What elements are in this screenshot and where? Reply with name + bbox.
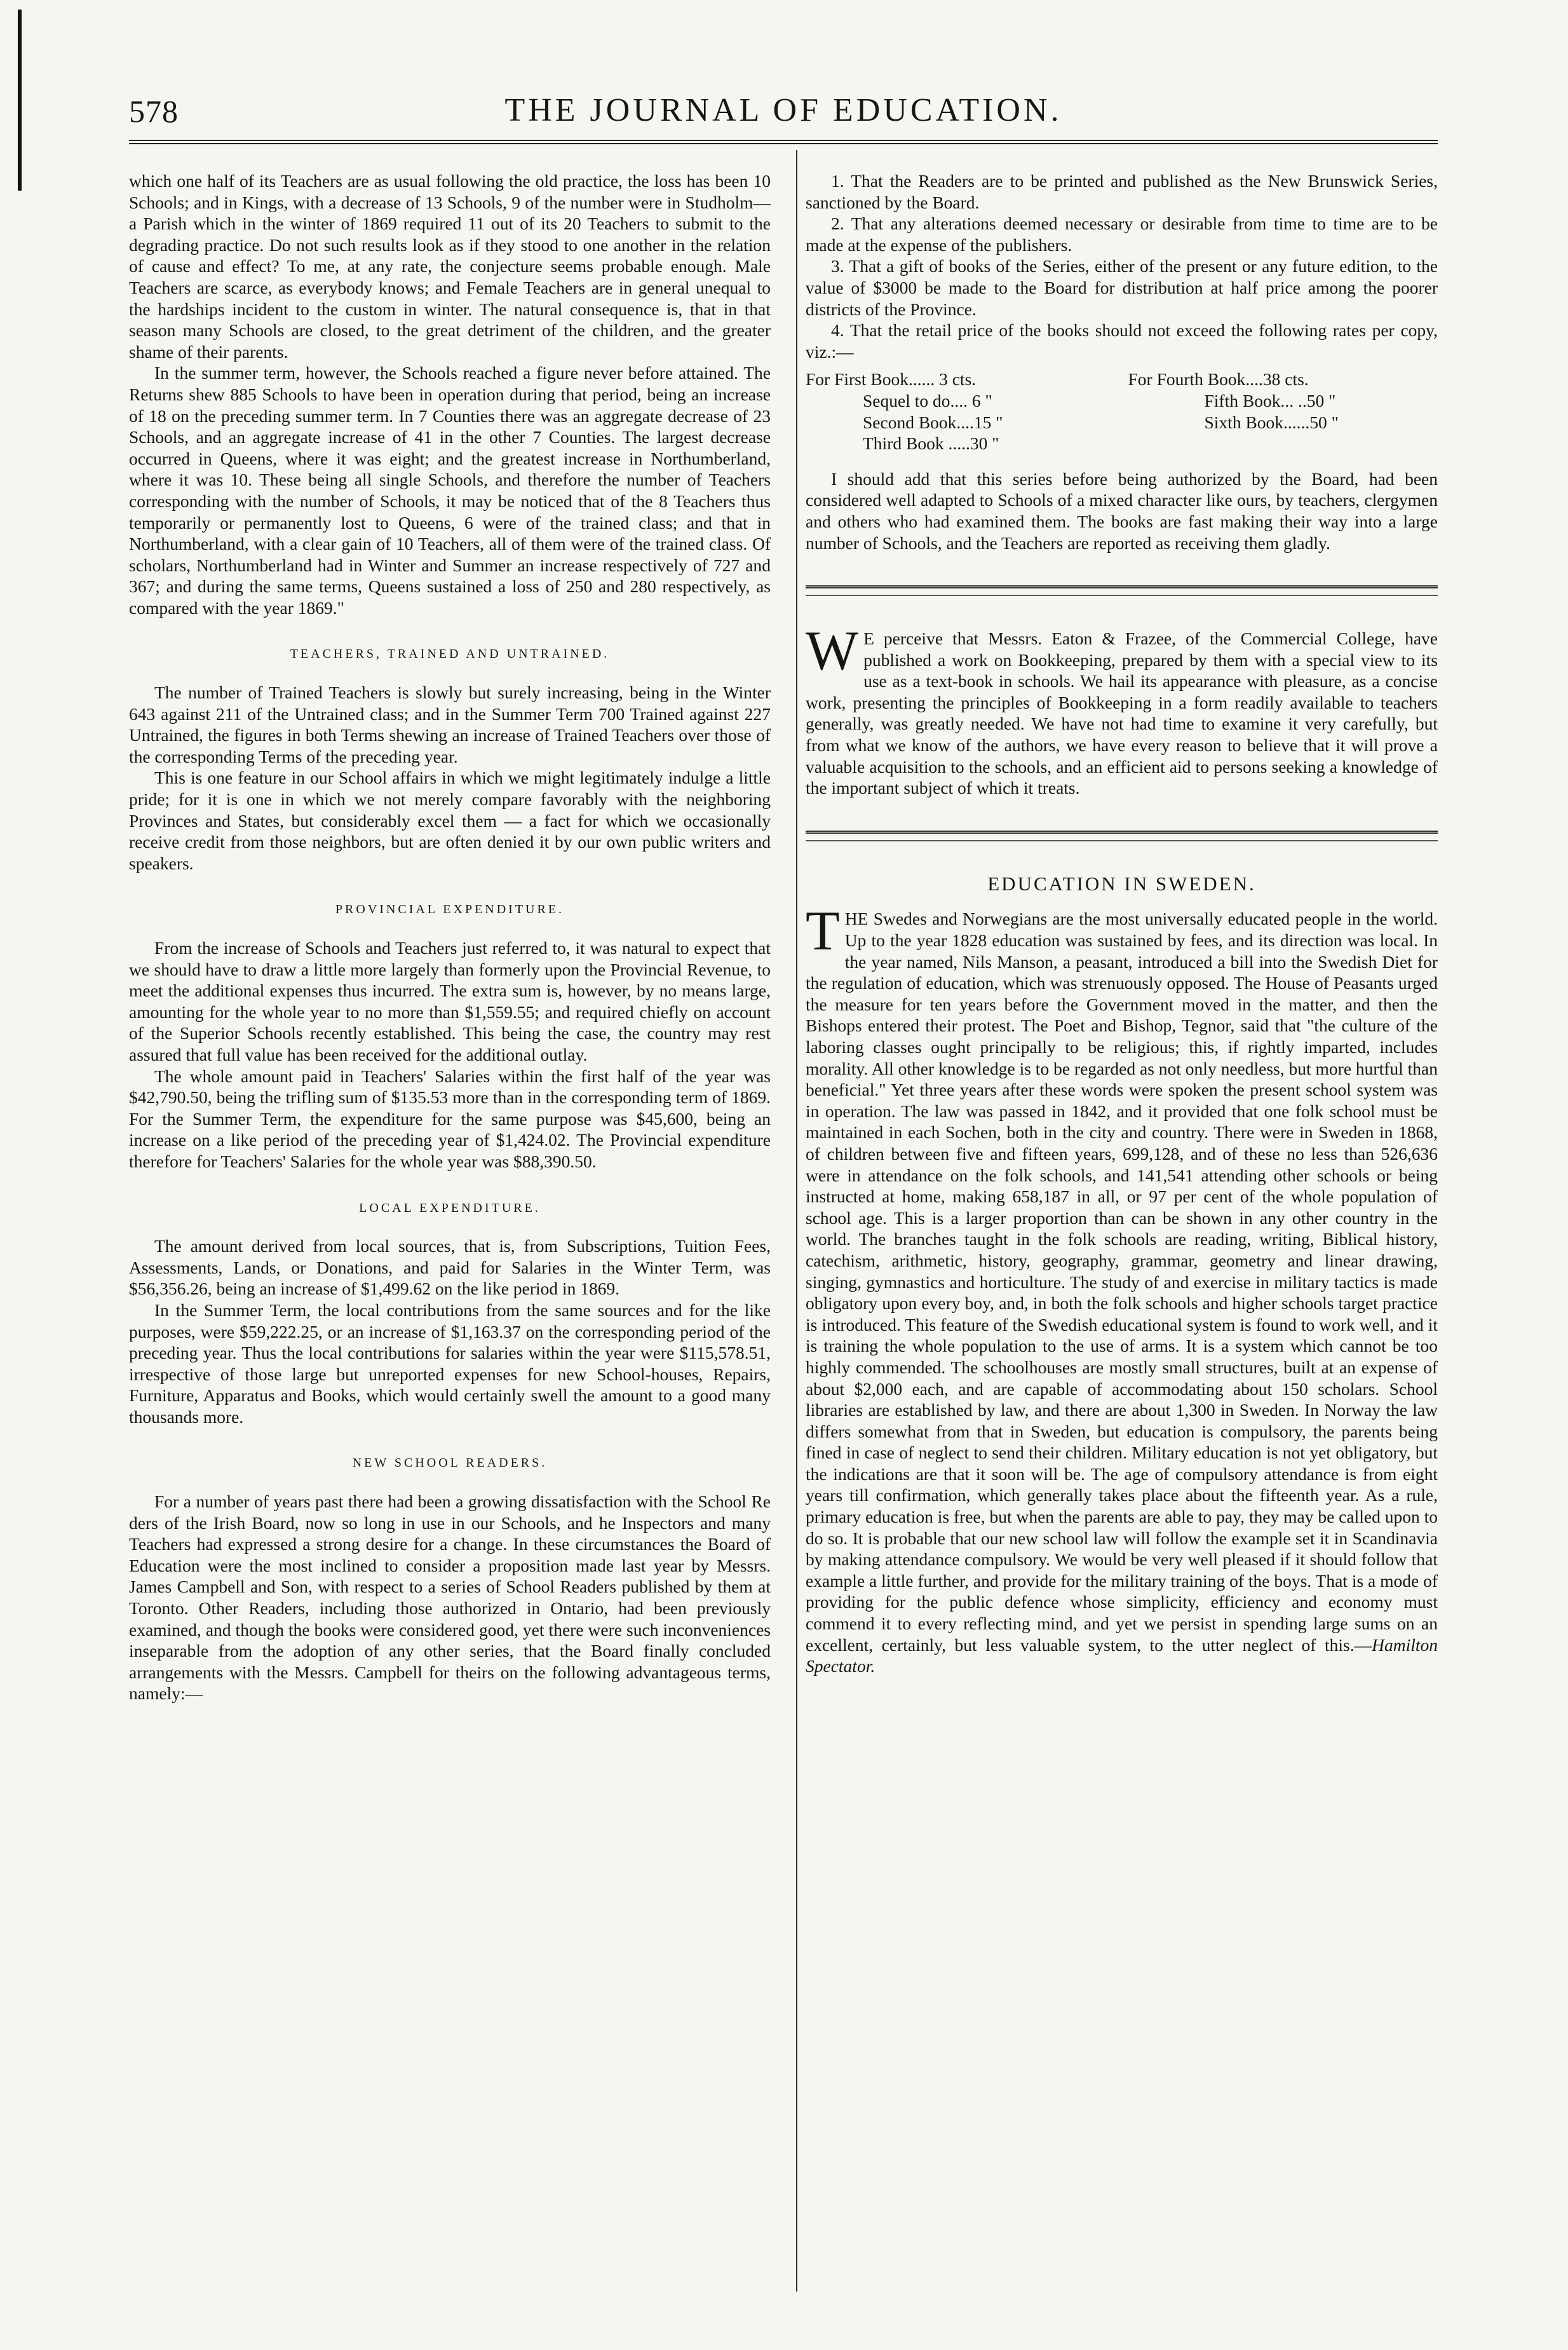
page-number: 578 xyxy=(129,93,179,129)
header-rule xyxy=(129,140,1438,144)
rate-entry: For Fourth Book....38 cts. xyxy=(1128,369,1309,390)
term-item: 1. That the Readers are to be printed and published as the New Brunswick Series, sanctioned by the Board. xyxy=(806,171,1438,212)
term-item: 2. That any alterations deemed necessary or desirable from time to time are to be made at the expense of the publishers. xyxy=(806,214,1438,255)
paragraph: In the summer term, however, the Schools reached a figure never before attained. The Returns shew 885 Schools to have been in operation during that period, being an increase of 18 on the preceding summer term. In 7 Counties there was an aggregate decrease of 23 Schools, and an aggregate increase of 41 in the other 7 Counties. The largest decrease occurred in Queens, where it was eight; and the greatest increase in Northumberland, where it was 10. These being all single Schools, and therefore the number of Teachers corresponding with the number of Schools, it may be noticed that of the 8 Teachers thus temporarily or permanently lost to Queens, 6 were of the trained class; and that in Northumberland, with a clear gain of 10 Teachers, all of them were of the trained class. Of scholars, Northumberland had in Winter and Summer an increase respectively of 727 and 367; and during the same terms, Queens sustained a loss of 250 and 280 respectively, as compared with the year 1869." xyxy=(129,363,771,618)
paragraph: The whole amount paid in Teachers' Salaries within the first half of the year was $42,790.50, being the trifling sum of $135.53 more than in the corresponding term of 1869. For the Summer Term, the expenditure for the same purpose was $45,600, being an increase on a like period of the preceding year of $1,424.02. The Provincial expenditure therefore for Teachers' Salaries for the whole year was $88,390.50. xyxy=(129,1066,771,1171)
notice-text: E perceive that Messrs. Eaton & Frazee, of the Commercial College, have published a work on Bookkeeping, prepared by them with a special view to its use as a text-book in schools. We hail its appearance with pleasure, as a concise work, presenting the principles of Bookkeeping in a form readily available to teachers generally, was greatly needed. We have not had time to examine it very carefully, but from what we know of the authors, we have every reason to believe that it will prove a valuable acquisition to the schools, and an efficient aid to persons seeking a knowledge of the important subject of which it treats. xyxy=(806,628,1438,798)
article-source: Hamilton Spectator. xyxy=(806,1634,1438,1676)
paragraph: I should add that this series before being authorized by the Board, had been considered well adapted to Schools of a mixed character like ours, by teachers, clergymen and others who had examined them. The books are fast making their way into a large number of Schools, and the Teachers are reported as receiving them gladly. xyxy=(806,468,1438,553)
drop-cap: T xyxy=(806,900,840,963)
section-heading-readers: NEW SCHOOL READERS. xyxy=(352,1456,548,1470)
paragraph: From the increase of Schools and Teachers just referred to, it was natural to expect that we should have to draw a little more largely than formerly upon the Provincial Revenue, to meet the additional expenses thus incurred. The extra sum is, however, by no means large, amounting for the whole year to no more than $1,559.55; and required chiefly on account of the Superior Schools recently established. This being the case, the country may rest assured that full value has been received for the additional outlay. xyxy=(129,938,771,1064)
left-column xyxy=(129,170,771,1704)
paragraph: For a number of years past there had been a growing dissatisfaction with the School Re ders of the Irish Board, now so long in use in our Schools, and he Inspectors and many Teachers had expressed a strong desire for a change. In these circumstances the Board of Education were the most inclined to consider a proposition made last year by Messrs. James Campbell and Son, with respect to a series of School Readers published by them at Toronto. Other Readers, including those authorized in Ontario, had been previously examined, and though the books were considered good, yet there were such inconveniences inseparable from the adoption of any other series, that the Board finally concluded arrangements with the Messrs. Campbell for theirs on the following advantageous terms, namely:— xyxy=(129,1491,771,1704)
page-header xyxy=(129,88,1438,132)
rate-entry: For First Book...... 3 cts. xyxy=(806,369,977,390)
paragraph: The amount derived from local sources, that is, from Subscriptions, Tuition Fees, Assessments, Lands, or Donations, and paid for Salaries in the Winter Term, was $56,356.26, being an increase of $1,499.62 on the like period in 1869. xyxy=(129,1236,771,1299)
rates-table xyxy=(806,369,1438,454)
rate-entry: Fifth Book... ..50 " xyxy=(1204,390,1336,411)
section-rule xyxy=(806,585,1438,596)
paragraph: In the Summer Term, the local contributions from the same sources and for the like purposes, were $59,222.25, or an increase of $1,163.37 on the corresponding period of the preceding year. Thus the local contributions for salaries within the year were $115,578.51, irrespective of those large but unreported expenses for new School-houses, Repairs, Furniture, Apparatus and Books, which would certainly swell the amount to a good many thousands more. xyxy=(129,1300,771,1427)
article-text: HE Swedes and Norwegians are the most universally educated people in the world. Up to the year 1828 education was sustained by fees, and its direction was local. In the year named, Nils Manson, a peasant, introduced a bill into the Swedish Diet for the regulation of education, which was strenuously opposed. The House of Peasants urged the measure for ten years before the Government moved in the matter, and then the Bishops entered their protest. The Poet and Bishop, Tegnor, said that "the culture of the laboring classes ought principally to be religious; this, if rightly imparted, includes morality. All other knowledge is to be regarded as not only needless, but more hurtful than beneficial." Yet three years after these words were spoken the present school system was in operation. The law was passed in 1842, and it provided that one folk school must be maintained in each Sochen, both in the city and country. There were in Sweden in 1868, of children between five and fifteen years, 699,128, and of these no less than 526,636 were in attendance on the folk schools, and 141,541 attending other schools or being instructed at home, making 658,187 in all, or 97 per cent of the whole population of school age. This is a larger proportion than can be shown in any other country in the world. The branches taught in the folk schools are reading, writing, Biblical history, catechism, arithmetic, history, geography, grammar, geometry and linear drawing, singing, gymnastics and horticulture. The study of and exercise in military tactics is made obligatory upon every boy, and, in both the folk schools and higher schools target practice is introduced. This feature of the Swedish educational system is found to work well, and it is training the whole population to the use of arms. It is a system which cannot be too highly commended. The schoolhouses are mostly small structures, built at an expense of about $2,000 each, and are capable of accommodating about 150 scholars. School libraries are established by law, and there are about 1,300 in Sweden. In Norway the law differs somewhat from that in Sweden, but education is compulsory, the parents being fined in case of neglect to send their children. Military education is not yet obligatory, but the indications are that it soon will be. The age of compulsory attendance is from eight years till confirmation, which generally takes place about the fifteenth year. As a rule, primary education is free, but when the parents are able to pay, they may be called upon to do so. It is probable that our new school law will follow the example set it in Scandinavia by making attendance compulsory. We would be very well pleased if it should follow that example a little further, and provide for the military training of the boys. That is a mode of providing for the public defence whose simplicity, efficiency and economy must commend it to every reflecting mind, and yet we persist in spending large sums on an excellent, certainly, but less valuable system, to the utter neglect of this.— xyxy=(806,909,1438,1655)
section-heading-teachers: TEACHERS, TRAINED AND UNTRAINED. xyxy=(290,647,610,662)
section-rule xyxy=(806,831,1438,841)
drop-cap: W xyxy=(806,620,859,683)
section-heading-local: LOCAL EXPENDITURE. xyxy=(359,1200,541,1215)
term-item: 4. That the retail price of the books should not exceed the following rates per copy, viz.:— xyxy=(806,320,1438,362)
paragraph: which one half of its Teachers are as usual following the old practice, the loss has been 10 Schools; and in Kings, with a decrease of 13 Schools, 9 of the number were in Studholm—a Parish which in the winter of 1869 required 11 out of its 20 Teachers to submit to the degrading practice. Do not such results look as if they stood to one another in the relation of cause and effect? To me, at any rate, the conjecture seems probable enough. Male Teachers are scarce, as everybody knows; and Female Teachers are in general unequal to the hardships incident to the custom in winter. The natural consequence is, that in that season many Schools are closed, to the great detriment of the children, and the greater shame of their parents. xyxy=(129,171,771,362)
margin-bar xyxy=(18,10,22,191)
paragraph: The number of Trained Teachers is slowly but surely increasing, being in the Winter 643 against 211 of the Untrained class; and in the Summer Term 700 Trained against 227 Untrained, the figures in both Terms shewing an increase of Trained Teachers over those of the corresponding Terms of the preceding year. xyxy=(129,683,771,766)
rate-entry: Sixth Book......50 " xyxy=(1204,412,1339,432)
sweden-article xyxy=(806,900,1438,1676)
term-item: 3. That a gift of books of the Series, either of the present or any future edition, to the value of $3000 be made to the Board for distribution at half price among the poorer districts of the Province. xyxy=(806,256,1438,319)
article-headline: EDUCATION IN SWEDEN. xyxy=(987,872,1256,895)
rate-entry: Third Book .....30 " xyxy=(863,433,999,454)
column-divider xyxy=(796,150,797,2292)
right-column xyxy=(806,170,1438,1677)
section-heading-provincial: PROVINCIAL EXPENDITURE. xyxy=(335,902,565,917)
rate-entry: Sequel to do.... 6 " xyxy=(863,390,992,411)
paragraph: This is one feature in our School affairs in which we might legitimately indulge a little pride; for it is one in which we not merely compare favorably with the neighboring Provinces and States, but considerably excel them — a fact for which we occasionally receive credit from those neighbors, but are often denied it by our own public writers and speakers. xyxy=(129,768,771,873)
rate-entry xyxy=(1128,433,1438,454)
eaton-notice xyxy=(806,620,1438,799)
running-title: THE JOURNAL OF EDUCATION. xyxy=(504,92,1062,128)
rate-entry: Second Book....15 " xyxy=(863,412,1003,432)
